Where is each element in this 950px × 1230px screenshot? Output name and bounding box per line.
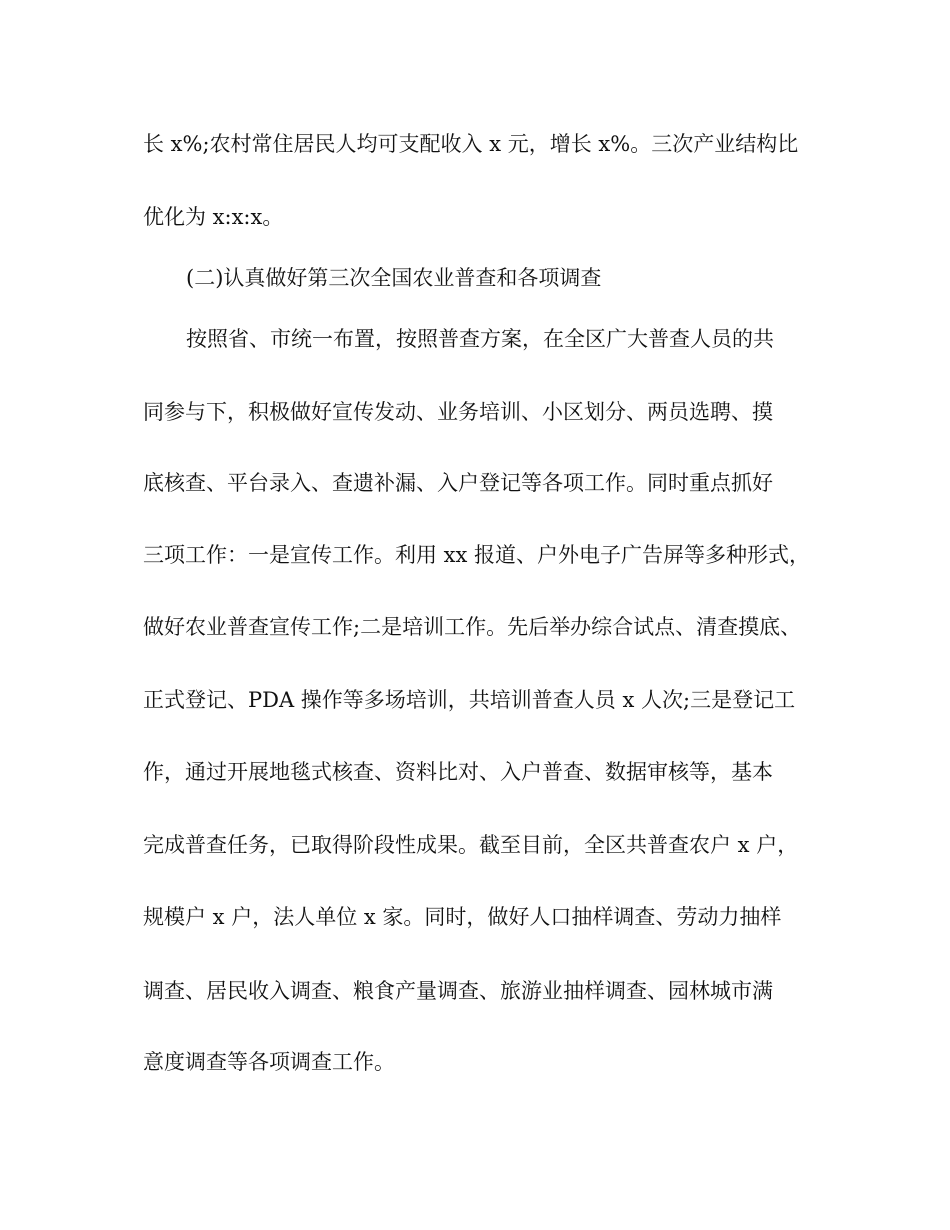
paragraph-line: 底核查、平台录入、查遗补漏、入户登记等各项工作。同时重点抓好 bbox=[143, 471, 773, 495]
paragraph-line: 长 x%;农村常住居民人均可支配收入 x 元，增长 x%。三次产业结构比 bbox=[143, 132, 799, 156]
paragraph-line: 按照省、市统一布置，按照普查方案，在全区广大普查人员的共 bbox=[186, 327, 774, 351]
paragraph-line: 调查、居民收入调查、粮食产量调查、旅游业抽样调查、园林城市满 bbox=[143, 979, 773, 1003]
paragraph-line: 三项工作：一是宣传工作。利用 xx 报道、户外电子广告屏等多种形式， bbox=[143, 543, 811, 567]
paragraph-line: 完成普查任务，已取得阶段性成果。截至目前，全区共普查农户 x 户， bbox=[143, 833, 799, 857]
paragraph-line: 正式登记、PDA 操作等多场培训，共培训普查人员 x 人次;三是登记工 bbox=[143, 688, 796, 712]
paragraph-line: 作，通过开展地毯式核查、资料比对、入户普查、数据审核等，基本 bbox=[143, 760, 773, 784]
paragraph-line: 做好农业普查宣传工作;二是培训工作。先后举办综合试点、清查摸底、 bbox=[143, 615, 802, 639]
paragraph-line: 意度调查等各项调查工作。 bbox=[143, 1050, 395, 1074]
paragraph-line: 优化为 x:x:x。 bbox=[143, 205, 284, 229]
paragraph-line: 规模户 x 户，法人单位 x 家。同时，做好人口抽样调查、劳动力抽样 bbox=[143, 905, 782, 929]
paragraph-line: 同参与下，积极做好宣传发动、业务培训、小区划分、两员选聘、摸 bbox=[143, 400, 773, 424]
section-heading: (二)认真做好第三次全国农业普查和各项调查 bbox=[186, 266, 602, 290]
